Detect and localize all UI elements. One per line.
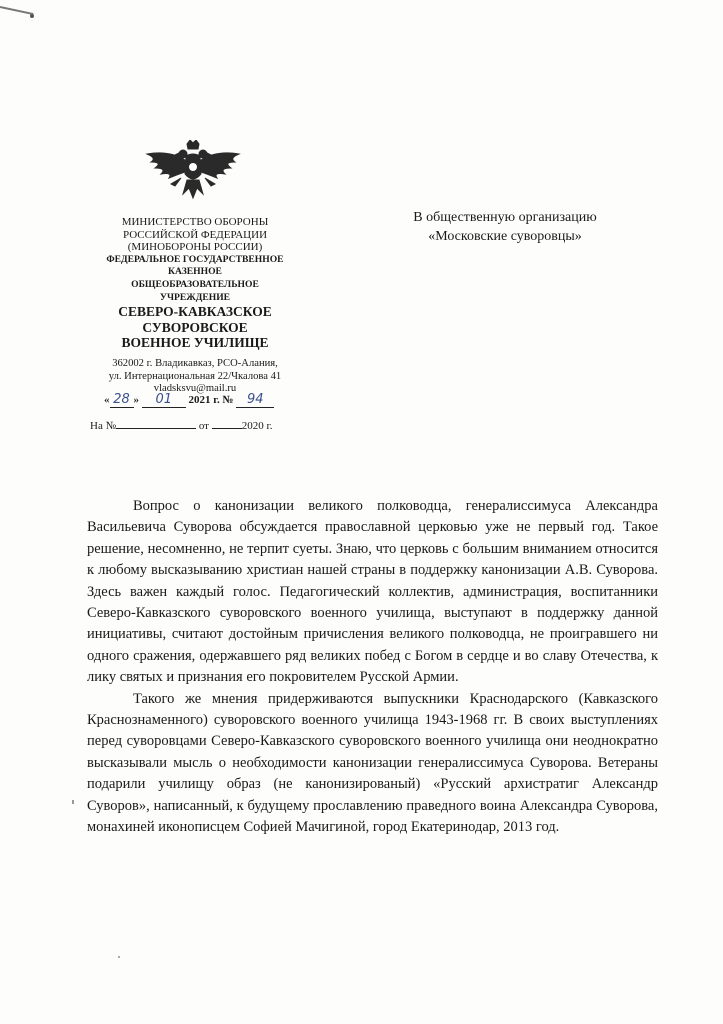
- body-paragraph: Такого же мнения придерживаются выпускники Краснодарского (Кавказского Краснознаменного) суворовского военного училища 1943-1968 гг. В своих выступлениях перед суворовцами Северо-Кавказского суворовского военного училища они неоднократно высказывали мысль о необходимости канонизации генералиссимуса Суворова. Ветераны подарили училищу образ (не канонизированый) «Русский архистратиг Александр Суворов», написанный, к будущему прославлению праведного воина Александра Суворова, монахиней иконописцем Софией Мачигиной, город Екатеринодар, 2013 год.: [87, 690, 658, 836]
- address-line: ул. Интернациональная 22/Чкалова 41: [108, 370, 282, 382]
- school-name-line: СУВОРОВСКОЕ: [142, 319, 248, 335]
- blank-field: [116, 418, 196, 429]
- letter-body: [87, 496, 658, 839]
- scan-artifact: [72, 800, 74, 804]
- scan-artifact: [30, 14, 34, 18]
- org-name-line: (МИНОБОРОНЫ РОССИИ): [127, 241, 263, 254]
- handwritten-month: 01: [142, 392, 186, 408]
- quote-close: »: [133, 394, 139, 406]
- registration-date-number: [104, 392, 304, 408]
- reference-line: [90, 418, 310, 432]
- address-line: 362002 г. Владикавказ, РСО-Алания,: [112, 357, 278, 369]
- org-name-line: МИНИСТЕРСТВО ОБОРОНЫ: [121, 216, 269, 228]
- reference-year: 2020 г.: [241, 420, 273, 432]
- email-address: vladsksvu@mail.ru: [153, 382, 237, 394]
- registration-year: 2021 г. №: [188, 394, 234, 406]
- double-headed-eagle-icon: [143, 140, 243, 206]
- addressee-line: В общественную организацию: [413, 210, 597, 225]
- scan-artifact: [118, 956, 120, 958]
- school-name-line: ВОЕННОЕ УЧИЛИЩЕ: [121, 335, 269, 351]
- handwritten-number: 94: [236, 392, 274, 408]
- addressee-line: «Московские суворовцы»: [428, 229, 582, 244]
- scan-artifact: [0, 6, 33, 15]
- org-name-line: РОССИЙСКОЙ ФЕДЕРАЦИИ: [122, 228, 268, 241]
- body-paragraph: Вопрос о канонизации великого полководца, генералиссимуса Александра Васильевича Суворова обсуждается православной церковью уже не первый год. Такое решение, несомненно, не терпит суеты. Знаю, что церковь с большим вниманием относится к любому высказыванию христиан нашей страны в поддержку канонизации А.В. Суворова. Здесь важен каждый голос. Педагогический коллектив, администрация, воспитанники Северо-Кавказского суворовского военного училища, выступают в поддержку данной инициативы, считают достойным причисления великого полководца, не проигравшего ни одного сражения, одержавшего ряд великих побед с Богом в сердце и во славу Отечества, к лику святых и признания его покровителем Русской Армии.: [87, 498, 658, 686]
- institution-type-line: ОБЩЕОБРАЗОВАТЕЛЬНОЕ: [131, 278, 259, 290]
- blank-field: [212, 418, 242, 429]
- institution-type-line: УЧРЕЖДЕНИЕ: [159, 291, 231, 303]
- institution-type-line: КАЗЕННОЕ: [168, 266, 222, 278]
- school-name-line: СЕВЕРО-КАВКАЗСКОЕ: [118, 304, 272, 320]
- reference-prefix: На №: [90, 420, 117, 432]
- letterhead: [80, 216, 310, 395]
- institution-type-line: ФЕДЕРАЛЬНОЕ ГОСУДАРСТВЕННОЕ: [106, 253, 284, 265]
- handwritten-day: 28: [110, 392, 134, 408]
- addressee-block: [380, 208, 630, 246]
- quote-open: «: [104, 394, 110, 406]
- reference-from: от: [198, 420, 209, 432]
